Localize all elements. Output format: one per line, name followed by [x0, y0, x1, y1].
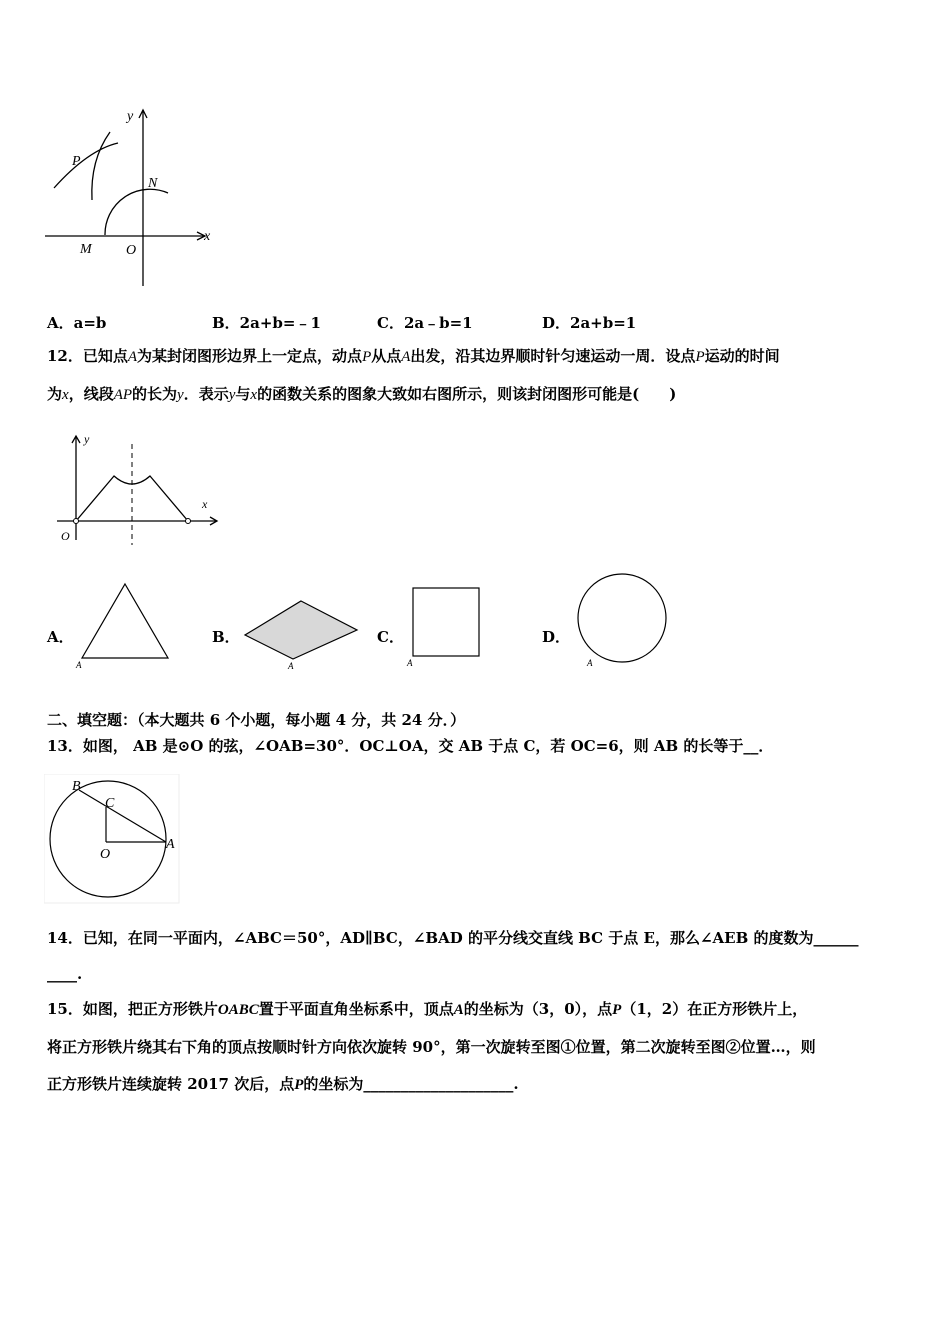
o-label: O: [61, 529, 70, 543]
label-c: C: [105, 796, 115, 811]
q13-text: 13．如图， AB 是⊙O 的弦，∠OAB=30°．OC⊥OA，交 AB 于点 C，若 OC=6，则 AB 的长等于__．: [47, 737, 774, 755]
q12-line-2: 为x，线段AP的长为y．表示y与x的函数关系的图象大致如右图所示，则该封闭图形可能是( ): [47, 385, 677, 403]
svg-text:A: A: [76, 660, 82, 670]
q15-line-1: 15．如图，把正方形铁片OABC置于平面直角坐标系中，顶点A的坐标为（3，0），点P（1，2）在正方形铁片上，: [47, 1000, 808, 1018]
q11-option-b: B．2a+b=﹣1: [212, 314, 321, 332]
q12-graph: [52, 430, 227, 550]
q11-option-c: C．2a﹣b=1: [377, 314, 473, 332]
y-label: y: [84, 432, 90, 446]
n-label: N: [148, 176, 158, 191]
q12-option-a-triangle: [72, 578, 176, 670]
q12-option-c-square: [404, 584, 488, 670]
end-point: [186, 519, 191, 524]
label-o: O: [100, 847, 111, 862]
chord-ab: [79, 790, 166, 842]
q11-figure: [40, 100, 225, 290]
q14-line-1: 14．已知，在同一平面内，∠ABC＝50°，AD∥BC，∠BAD 的平分线交直线 BC 于点 E，那么∠AEB 的度数为______: [47, 929, 859, 947]
q15-line-2: 将正方形铁片绕其右下角的顶点按顺时针方向依次旋转 90°，第一次旋转至图①位置，第二次旋转至图②位置…，则: [47, 1038, 816, 1056]
q12-option-d-label: D．: [542, 628, 571, 646]
q12-option-c-label: C．: [377, 628, 404, 646]
section-2-title: 二、填空题：（本大题共 6 个小题，每小题 4 分，共 24 分．）: [47, 711, 466, 729]
label-b: B: [72, 779, 81, 794]
label-a: A: [166, 837, 175, 852]
q12-option-b-label: B．: [212, 628, 240, 646]
svg-text:A: A: [407, 658, 413, 668]
q14-line-2: ____.: [47, 965, 83, 983]
x-label: x: [204, 229, 211, 244]
q12-line-1: 12．已知点A为某封闭图形边界上一定点，动点P从点A出发，沿其边界顺时针匀速运动一周．设点P运动的时间: [47, 347, 780, 365]
arc-mn: [105, 189, 168, 235]
q12-option-b-rhombus: [240, 596, 362, 671]
p-label: P: [72, 154, 81, 169]
q11-option-a: A．a=b: [47, 314, 107, 332]
y-label: y: [127, 109, 134, 124]
q13-figure: [44, 774, 180, 904]
start-point: [74, 519, 79, 524]
svg-text:A: A: [587, 658, 593, 668]
arc-p2: [92, 132, 110, 200]
q12-option-d-circle: [570, 568, 674, 670]
arc-p1: [54, 143, 118, 188]
q11-option-d: D．2a+b=1: [542, 314, 637, 332]
svg-text:A: A: [288, 661, 294, 671]
q15-line-3: 正方形铁片连续旋转 2017 次后，点P的坐标为____________________.: [47, 1075, 519, 1093]
x-label: x: [202, 497, 208, 511]
q12-option-a-label: A．: [47, 628, 74, 646]
o-label: O: [126, 243, 137, 258]
m-label: M: [80, 242, 92, 257]
